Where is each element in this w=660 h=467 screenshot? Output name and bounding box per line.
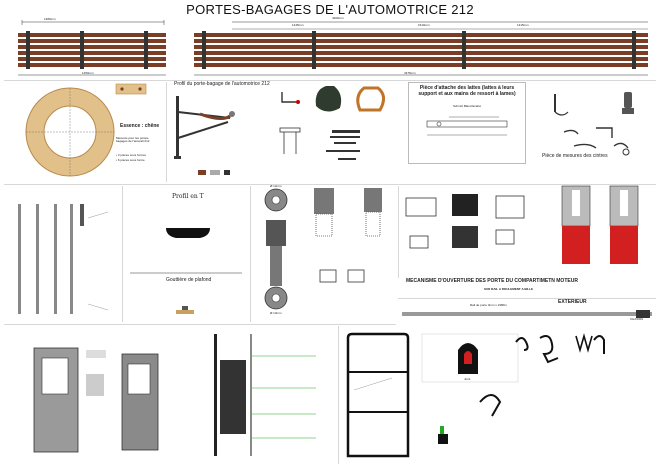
door-panel-2-svg (118, 344, 178, 460)
rack-profile-drawing (170, 82, 270, 182)
rack-large-dim-seg3: 1315mm (517, 23, 529, 27)
rack-large-dim-total: 4300mm (332, 16, 344, 20)
vertical-bars-svg (8, 186, 118, 322)
separator-col3a (122, 186, 123, 322)
rack-small-drawing (14, 17, 164, 78)
seal-label: Joint (464, 377, 471, 381)
rack-small-dim-bottom: 1450mm (82, 71, 94, 75)
rack-large-dim-bottom: 4375mm (404, 71, 416, 75)
door-frame-svg (342, 330, 414, 460)
profile-t-title: Profil en T (172, 193, 204, 200)
separator-col3c (398, 186, 399, 278)
oak-ring-label: Essence : chêne (120, 123, 160, 129)
profile-t-drawing (126, 186, 246, 322)
rack-profile-svg (170, 82, 270, 182)
hooks-drawing (534, 82, 650, 182)
springs-svg (510, 330, 650, 390)
door-panel-1-svg (16, 330, 112, 460)
roller-dim-bottom: Ø 13mm (270, 311, 282, 315)
door-section-drawing (196, 330, 336, 460)
door-panel-1-drawing (16, 330, 112, 460)
springs-drawing (510, 330, 650, 390)
seal-drawing (420, 330, 520, 460)
mechanism-title: MECANISME D'OUVERTURE DES PORTE DU COMPARTIMETN MOTEUR (406, 278, 578, 284)
rail-label: Rail de porte 3mm x 1980m (470, 303, 507, 307)
vertical-bars-drawing (8, 186, 118, 322)
attachment-piece-subtitle: Schmitt Bland Ecarté (452, 104, 481, 108)
separator-row3 (4, 324, 396, 325)
hooks-svg (534, 82, 650, 182)
separator-rail (398, 298, 656, 299)
rollers-svg (254, 186, 394, 322)
attachment-parts-svg (274, 82, 398, 182)
hooks-title: Pièce de mesures des cintres (542, 153, 608, 159)
rack-large-dim-seg2: 1510mm (418, 23, 430, 27)
attachment-piece-title: Pièce d'attache des lattes (lattes à leurs support et aux mains de ressort à lames) (418, 85, 516, 97)
separator-col3b (250, 186, 251, 322)
seal-svg (420, 330, 520, 460)
mechanism-svg (402, 186, 654, 278)
rail-caption: Gouttière de plafond (166, 277, 212, 283)
oak-ring-list-1: • 3 pièces sous format (116, 153, 146, 157)
rack-profile-title: Profil du porte-bagage de l'automotrice 212 (174, 81, 270, 87)
exterior-label: EXTERIEUR (558, 299, 587, 305)
oak-ring-list-2: • 6 pièces sous forme (116, 158, 145, 162)
rack-large-svg (192, 20, 650, 78)
door-frame-drawing (342, 330, 414, 460)
rack-large-dim-seg1: 1445mm (292, 23, 304, 27)
separator-row2 (4, 184, 656, 185)
mechanism-drawing (402, 186, 654, 278)
chassis-label: CHASSIS (630, 317, 644, 321)
profile-t-svg (126, 186, 246, 322)
rollers-drawing (254, 186, 394, 322)
rack-large-drawing (192, 16, 650, 78)
oak-ring-drawing (20, 82, 160, 182)
separator-col1 (166, 82, 167, 182)
rack-small-dim-top: 1380mm (44, 17, 56, 21)
door-panel-2-drawing (118, 344, 178, 460)
roller-dim-top: Ø 12mm (270, 184, 282, 188)
oak-ring-svg (20, 82, 160, 182)
separator-col4 (338, 326, 339, 464)
attachment-parts-drawing (274, 82, 398, 182)
door-section-svg (196, 330, 336, 460)
attachment-piece-svg (409, 83, 525, 163)
oak-ring-note: Mesurés pour les portes-bagages de l'autorail 212 (116, 136, 150, 144)
attachment-piece-sheet (408, 82, 526, 164)
page-title: PORTES-BAGAGES DE L'AUTOMOTRICE 212 (186, 2, 474, 17)
separator-row1 (4, 80, 656, 81)
mechanism-subtitle: SUR RAIL A ROULEMENT A BILLE (484, 287, 533, 291)
